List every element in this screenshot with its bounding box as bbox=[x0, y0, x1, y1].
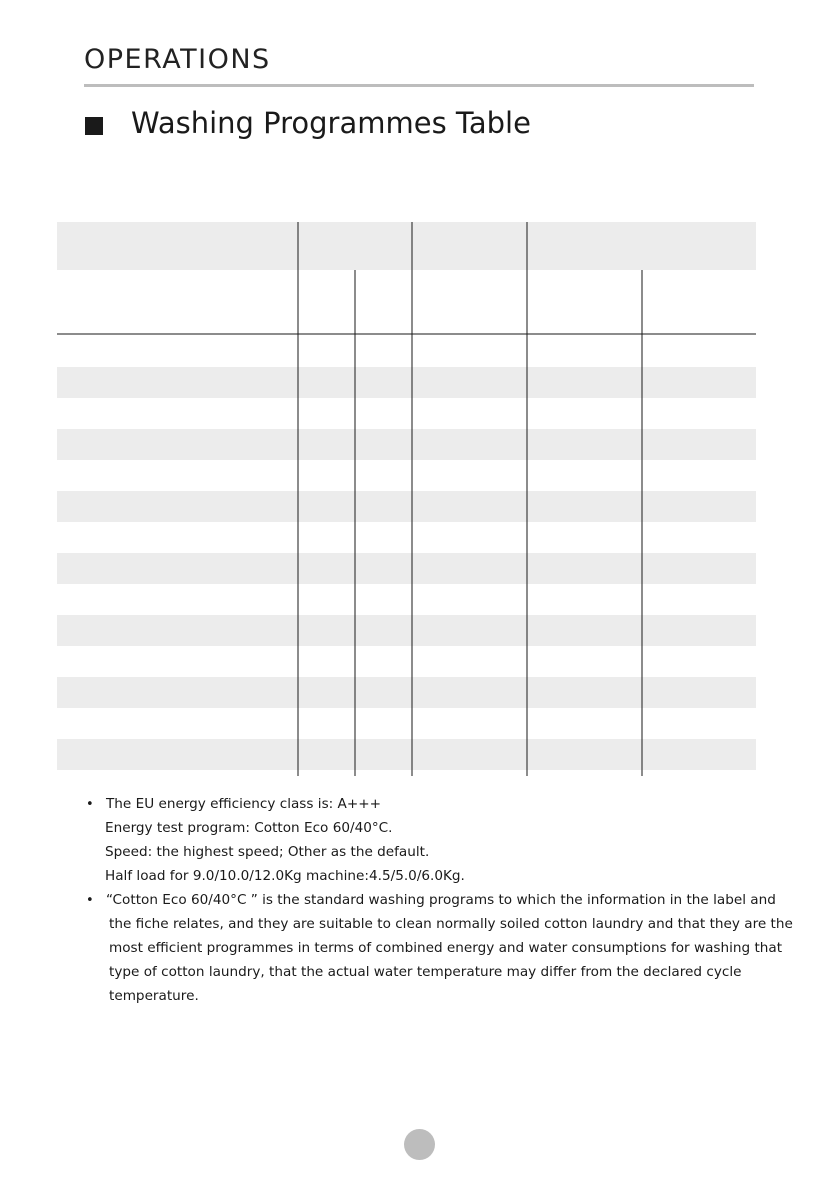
note-item-2-line-2: the fiche relates, and they are suitable to clean normally soiled cotton laundry and that they are the bbox=[109, 916, 793, 932]
note-item-1-line-4: Half load for 9.0/10.0/12.0Kg machine:4.5/5.0/6.0Kg. bbox=[105, 868, 465, 884]
section-title: OPERATIONS bbox=[84, 44, 271, 75]
note-item-2-line-5: temperature. bbox=[109, 988, 199, 1004]
table-row-stripe bbox=[57, 367, 756, 398]
programmes-table-grid bbox=[57, 222, 756, 776]
title-rule bbox=[84, 84, 754, 87]
page-number-marker bbox=[404, 1129, 435, 1160]
note-item-2-line-1 bbox=[86, 888, 776, 912]
note-item-2-line-3: most efficient programmes in terms of combined energy and water consumptions for washing that bbox=[109, 940, 783, 956]
bullet-icon: • bbox=[86, 797, 94, 812]
table-header-band bbox=[57, 222, 756, 270]
energy-class-text: The EU energy efficiency class is: A+++ bbox=[106, 796, 382, 812]
bullet-icon: • bbox=[86, 893, 94, 908]
table-row-stripe bbox=[57, 491, 756, 522]
table-title: Washing Programmes Table bbox=[131, 106, 531, 140]
note-item-1-line-1 bbox=[86, 792, 766, 816]
table-row-stripe bbox=[57, 739, 756, 770]
note-item-1-line-3: Speed: the highest speed; Other as the default. bbox=[105, 844, 430, 860]
cotton-eco-text: “Cotton Eco 60/40°C ” is the standard washing programs to which the information in the label and bbox=[106, 892, 776, 908]
programmes-table bbox=[57, 222, 756, 776]
table-row-stripe bbox=[57, 429, 756, 460]
notes bbox=[86, 792, 793, 1008]
table-row-stripe bbox=[57, 677, 756, 708]
note-item-1-line-2: Energy test program: Cotton Eco 60/40°C. bbox=[105, 820, 393, 836]
table-row-stripe bbox=[57, 553, 756, 584]
table-row-stripe bbox=[57, 615, 756, 646]
square-bullet-icon bbox=[85, 117, 103, 135]
note-item-2-line-4: type of cotton laundry, that the actual water temperature may differ from the declared cycle bbox=[109, 964, 742, 980]
